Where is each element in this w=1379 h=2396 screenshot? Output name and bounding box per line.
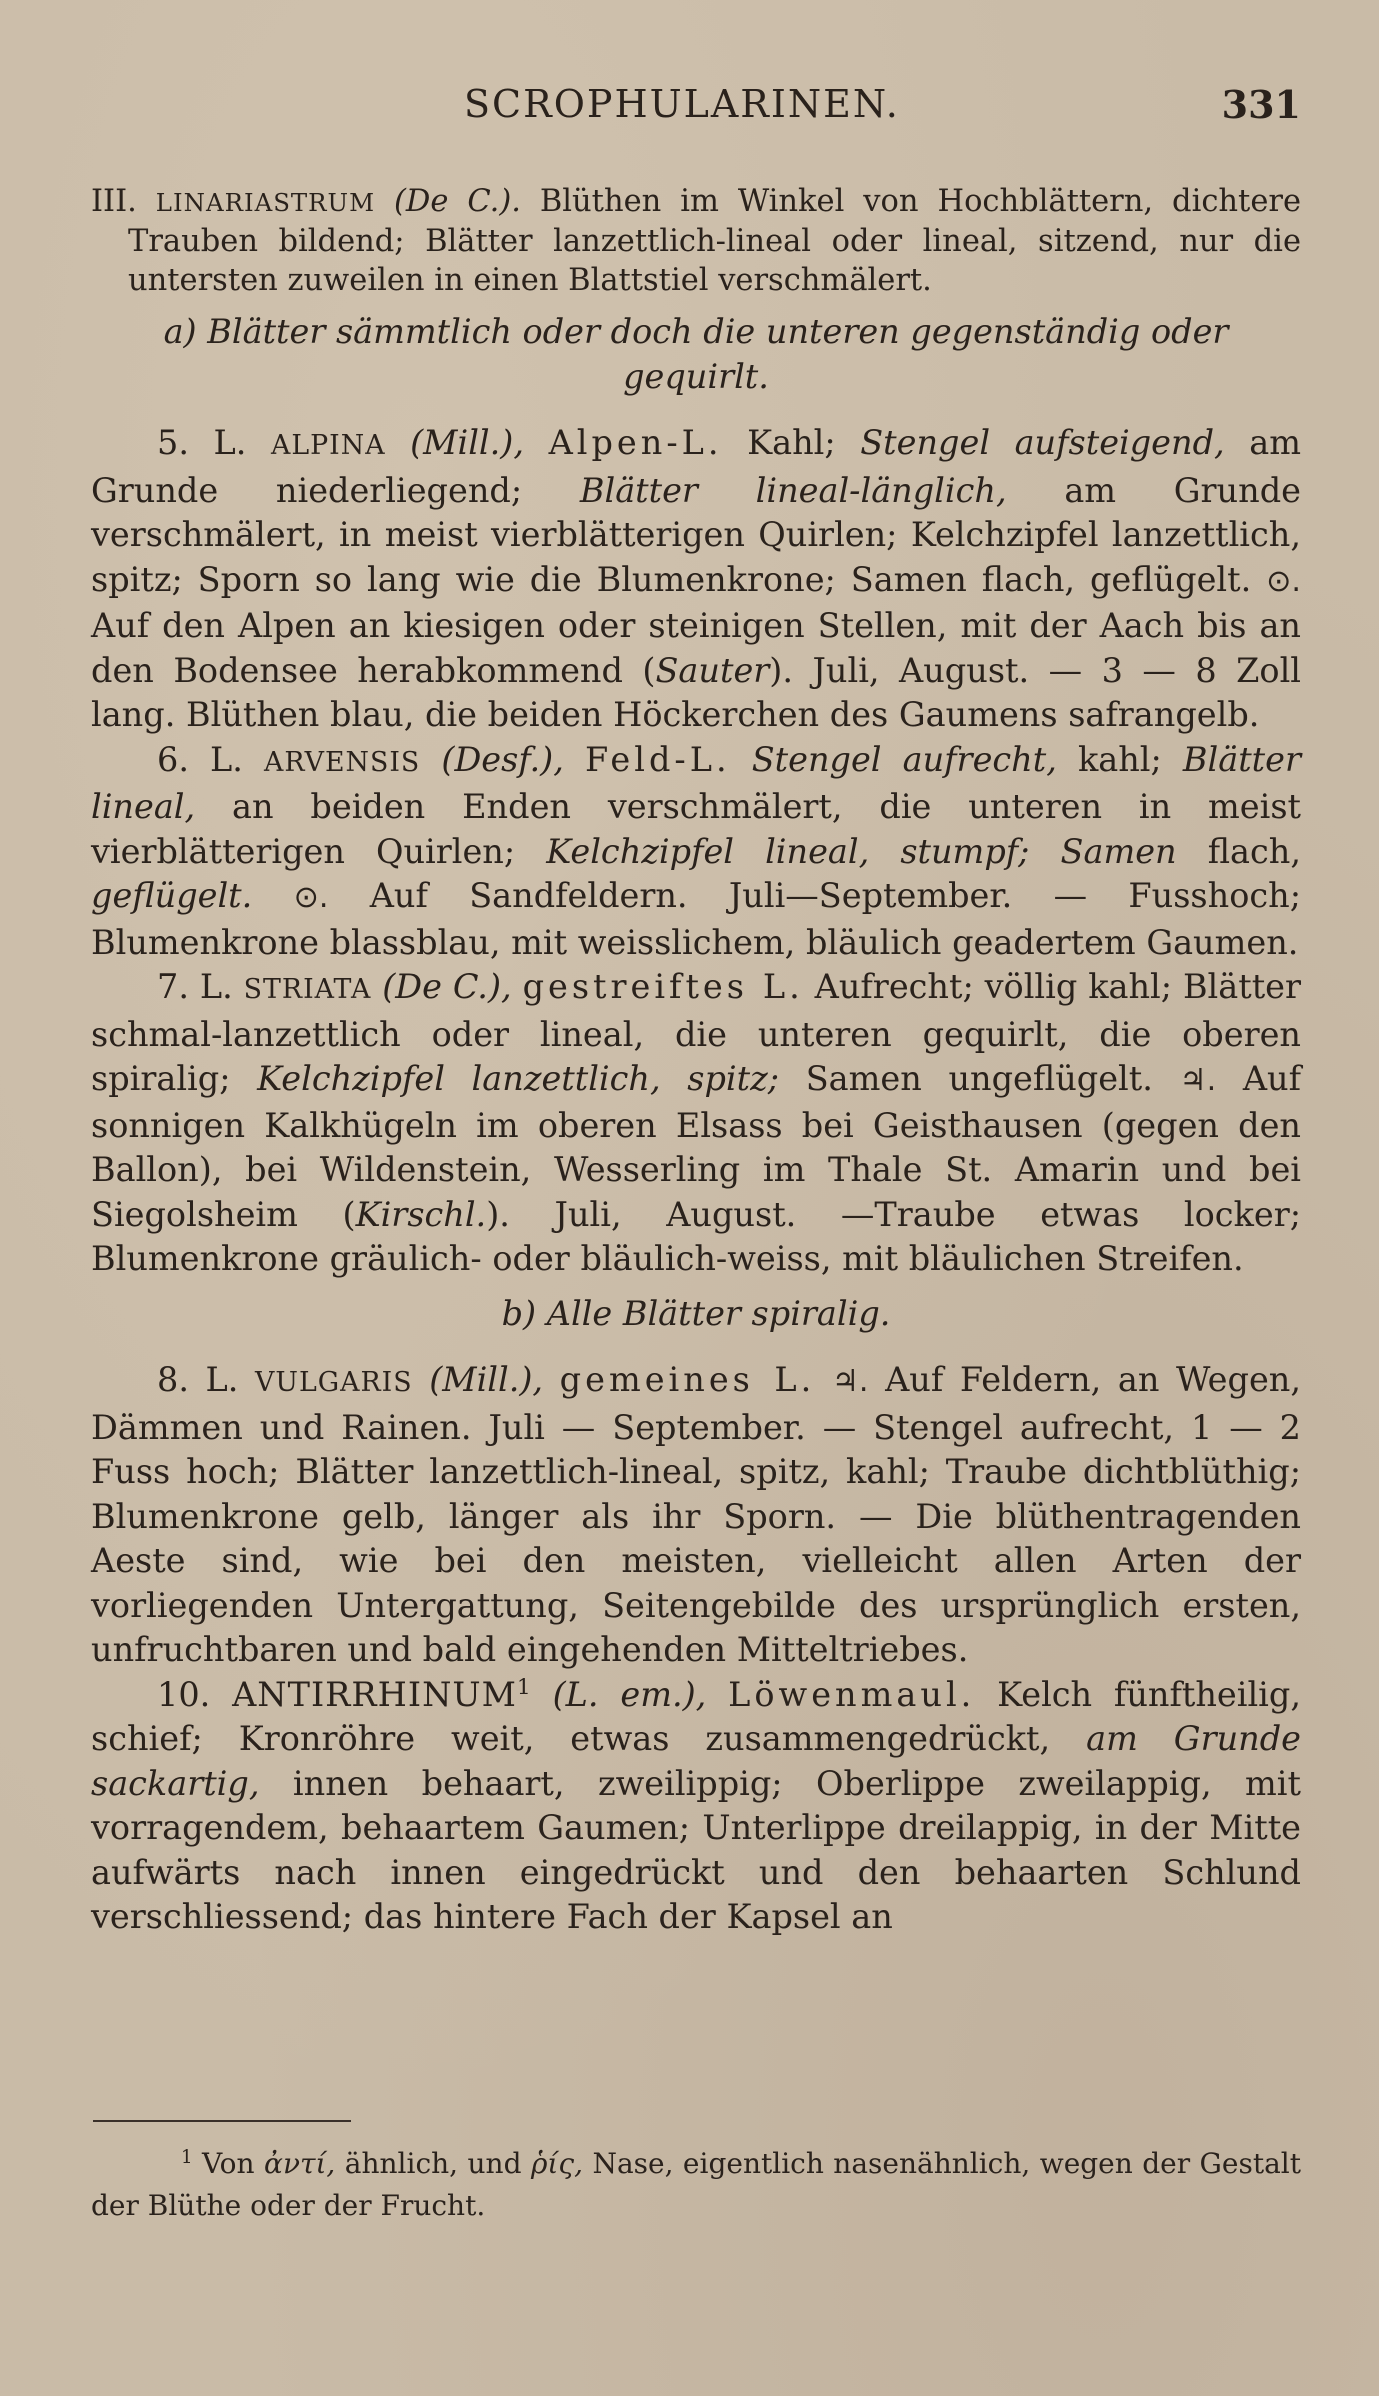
genus-italic: am Grunde sackartig,	[91, 1719, 1302, 1803]
species-number: 5. L.	[157, 423, 247, 462]
perennial-symbol: ♃.	[831, 1364, 869, 1399]
species-number: 7. L.	[157, 967, 233, 1006]
species-name: STRIATA	[243, 974, 372, 1005]
subsection-a-heading	[91, 310, 1301, 399]
species-text: Auf sonnigen Kalkhügeln im oberen Elsass bei Geisthausen (gegen den Ballon), bei Wildenstein, Wesserling im Thale St. Amarin und bei Siegolsheim (	[91, 1059, 1301, 1234]
species-name: ARVENSIS	[264, 746, 421, 778]
common-name: Alpen-L.	[548, 423, 723, 462]
species-text: Aufrecht; völlig kahl; Blätter schmal-lanzettlich oder lineal, die unteren gequirlt, die oberen spiralig;	[91, 967, 1302, 1098]
species-vulgaris	[91, 1358, 1301, 1673]
common-name: Löwenmaul.	[728, 1674, 976, 1714]
footnote-text: Nase, eigentlich nasenähnlich, wegen der Gestalt der Blüthe oder der Frucht.	[91, 2147, 1302, 2222]
running-title: SCROPHULARINEN.	[464, 82, 900, 126]
collector-name: Kirschl.	[355, 1194, 487, 1234]
section-description: Blüthen im Winkel von Hochblättern, dichtere Trauben bildend; Blätter lanzettlich-lineal oder lineal, sitzend, nur die untersten zuweilen in einen Blattstiel verschmälert.	[128, 184, 1301, 298]
genus-authority: (L. em.),	[552, 1674, 707, 1714]
species-text: Auf den Alpen an kiesigen oder steinigen Stellen, mit der Aach bis an den Bodensee herabkommend (	[91, 606, 1301, 690]
footnote	[91, 2143, 1301, 2227]
genus-text: innen behaart, zweilippig; Oberlippe zweilappig, mit vorragendem, behaartem Gaumen; Unterlippe dreilappig, in der Mitte aufwärts nach innen eingedrückt und den behaarten Schlund verschliessend; das hintere Fach der Kapsel an	[91, 1763, 1301, 1936]
subsection-b-title: Alle Blätter spiralig.	[546, 1293, 891, 1333]
species-italic: Kelchzipfel lineal, stumpf; Samen	[546, 831, 1177, 871]
species-name: ALPINA	[270, 430, 386, 461]
species-italic: Blätter lineal-länglich,	[579, 470, 1007, 510]
species-authority: (Mill.),	[410, 423, 524, 462]
species-striata	[91, 965, 1301, 1282]
species-alpina	[91, 421, 1301, 738]
species-text: am Grunde verschmälert, in meist vierblätterigen Quirlen; Kelchzipfel lanzettlich, spitz; Sporn so lang wie die Blumenkrone; Samen flach, geflügelt.	[91, 470, 1301, 599]
page-number: 331	[1221, 82, 1301, 127]
perennial-symbol: ♃.	[1179, 1063, 1217, 1098]
genus-text: Kelch fünftheilig, schief; Kronröhre weit, etwas zusammengedrückt,	[91, 1674, 1301, 1758]
species-italic: Stengel aufsteigend,	[860, 423, 1225, 462]
subsection-a-title: Blätter sämmtlich oder doch die unteren gegenständig oder gequirlt.	[207, 312, 1229, 396]
species-text: am Grunde niederliegend;	[91, 423, 1301, 510]
species-text: Kahl;	[747, 423, 836, 462]
footnote-mark: 1	[181, 2147, 193, 2168]
footnote-greek: ῥίς,	[530, 2147, 583, 2180]
species-number: 8. L.	[157, 1360, 239, 1399]
species-number: 6. L.	[157, 739, 243, 779]
species-text: flach,	[1207, 831, 1301, 871]
species-italic: Blätter lineal,	[91, 739, 1301, 826]
section-name: LINARIASTRUM	[155, 188, 376, 217]
annual-symbol: ⊙.	[293, 880, 329, 915]
common-name: Feld-L.	[585, 739, 731, 779]
annual-symbol: ⊙.	[1266, 563, 1301, 599]
subsection-b-label: b)	[501, 1293, 537, 1333]
running-head	[90, 82, 1301, 142]
collector-name: Sauter	[655, 650, 770, 690]
subsection-a-label: a)	[163, 312, 197, 351]
species-italic: Kelchzipfel lanzettlich, spitz;	[257, 1059, 780, 1098]
genus-number: 10.	[157, 1674, 211, 1714]
section-authority: (De C.).	[394, 184, 521, 219]
footnote-rule	[93, 2120, 351, 2122]
species-italic: geflügelt.	[91, 876, 253, 915]
footnote-reference[interactable]: 1	[516, 1674, 531, 1700]
footnote-greek: ἀντί,	[264, 2147, 336, 2180]
section-linariastrum	[91, 182, 1301, 300]
footnote-text: Von	[202, 2147, 255, 2180]
common-name: gemeines L.	[559, 1360, 816, 1399]
common-name: gestreiftes L.	[522, 967, 804, 1006]
species-text: kahl;	[1077, 739, 1162, 779]
species-authority: (Mill.),	[429, 1360, 544, 1399]
genus-antirrhinum	[91, 1673, 1301, 1940]
species-text: an beiden Enden verschmälert, die unteren in meist vierblätterigen Quirlen;	[91, 787, 1302, 871]
genus-name: ANTIRRHINUM	[232, 1674, 517, 1714]
subsection-b-heading	[91, 1292, 1301, 1337]
section-numeral: III.	[91, 184, 137, 219]
species-authority: (Desf.),	[441, 739, 564, 779]
species-authority: (De C.),	[382, 967, 512, 1006]
species-text: Auf Feldern, an Wegen, Dämmen und Rainen. Juli — September. — Stengel aufrecht, 1 — 2 Fuss hoch; Blätter lanzettlich-lineal, spitz, kahl; Traube dichtblüthig; Blumenkrone gelb, länger als ihr Sporn. — Die blüthentragenden Aeste sind, wie bei den meisten, vielleicht allen Arten der vorliegenden Untergattung, Seitengebilde des ursprünglich ersten, unfruchtbaren und bald eingehenden Mitteltriebes.	[91, 1360, 1301, 1669]
species-text: Auf Sandfeldern. Juli—September. — Fusshoch; Blumenkrone blassblau, mit weisslichem, bläulich geadertem Gaumen.	[91, 876, 1301, 962]
body-text	[91, 182, 1301, 1940]
footnote-text: ähnlich, und	[344, 2147, 522, 2180]
species-arvensis	[91, 738, 1301, 966]
species-text: ). Juli, August. — 3 — 8 Zoll lang. Blüthen blau, die beiden Höckerchen des Gaumens safrangelb.	[91, 650, 1301, 734]
species-italic: Stengel aufrecht,	[751, 739, 1057, 779]
species-text: Samen ungeflügelt.	[805, 1059, 1153, 1098]
species-name: VULGARIS	[255, 1367, 413, 1398]
species-text: ). Juli, August. —Traube etwas locker; Blumenkrone gräulich- oder bläulich-weiss, mit bläulichen Streifen.	[91, 1194, 1301, 1278]
